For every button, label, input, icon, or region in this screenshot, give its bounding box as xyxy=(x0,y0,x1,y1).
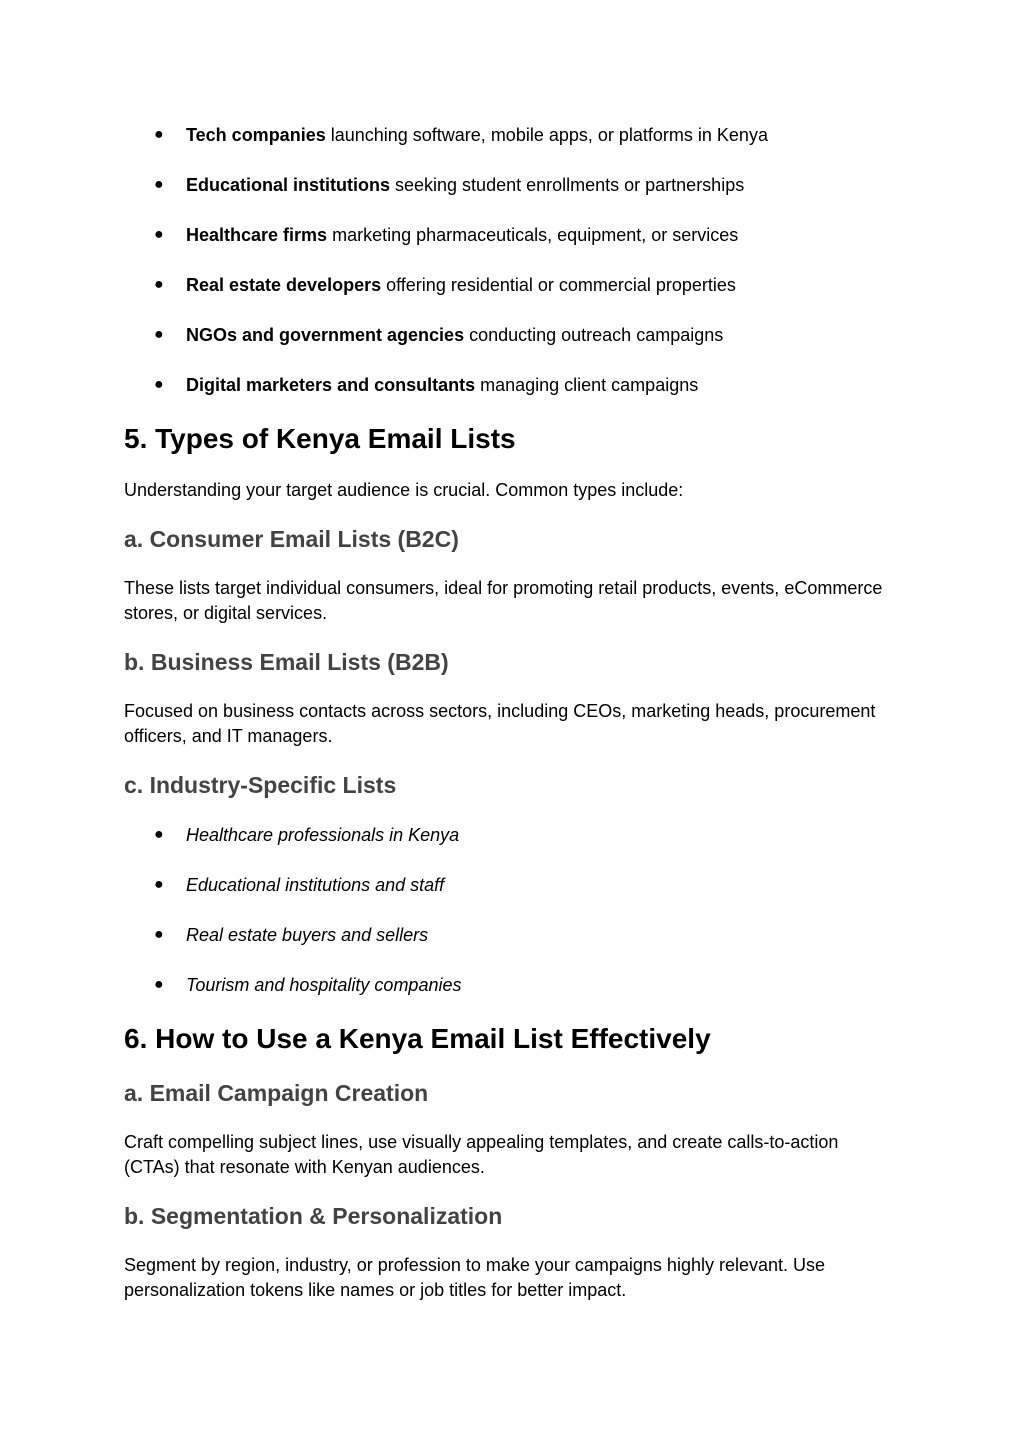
section6b-heading: b. Segmentation & Personalization xyxy=(124,1203,503,1229)
list-item-text: managing client campaigns xyxy=(475,375,699,395)
bullet-icon: ● xyxy=(154,126,164,143)
list-item-bold: Digital marketers and consultants xyxy=(186,375,476,395)
list-item xyxy=(124,224,768,246)
list-item-bold: Educational institutions xyxy=(186,175,391,195)
section5b-heading: b. Business Email Lists (B2B) xyxy=(124,649,449,675)
section6-heading: 6. How to Use a Kenya Email List Effectively xyxy=(124,1023,711,1054)
audience-list xyxy=(124,124,768,396)
section5b-body: Focused on business contacts across sectors, including CEOs, marketing heads, procurement officers, and IT managers. xyxy=(124,701,876,746)
list-item-text: marketing pharmaceuticals, equipment, or services xyxy=(327,225,739,245)
bullet-icon: ● xyxy=(154,326,164,343)
section5-intro: Understanding your target audience is crucial. Common types include: xyxy=(124,480,684,500)
bullet-icon: ● xyxy=(154,176,164,193)
list-item-text: Tourism and hospitality companies xyxy=(186,975,462,995)
bullet-icon: ● xyxy=(154,376,164,393)
section5-heading: 5. Types of Kenya Email Lists xyxy=(124,423,516,454)
bullet-icon: ● xyxy=(154,876,164,893)
section5a-body: These lists target individual consumers, ideal for promoting retail products, events, eCommerce stores, or digital services. xyxy=(124,578,883,623)
list-item-text: offering residential or commercial properties xyxy=(381,275,736,295)
list-item xyxy=(124,124,768,146)
list-item-text: Real estate buyers and sellers xyxy=(186,925,429,945)
list-item xyxy=(124,974,461,996)
bullet-icon: ● xyxy=(154,926,164,943)
list-item-text: launching software, mobile apps, or platforms in Kenya xyxy=(325,125,768,145)
list-item-bold: Tech companies xyxy=(186,125,326,145)
list-item-text: Educational institutions and staff xyxy=(186,875,445,895)
bullet-icon: ● xyxy=(154,826,164,843)
list-item xyxy=(124,274,768,296)
section6a-body: Craft compelling subject lines, use visually appealing templates, and create calls-to-action (CTAs) that resonate with Kenyan audiences. xyxy=(124,1132,839,1177)
list-item-bold: Real estate developers xyxy=(186,275,382,295)
list-item xyxy=(124,874,461,896)
industry-list xyxy=(124,824,461,996)
list-item-bold: Healthcare firms xyxy=(186,225,328,245)
list-item xyxy=(124,824,461,846)
list-item-text: seeking student enrollments or partnerships xyxy=(390,175,745,195)
list-item xyxy=(124,374,768,396)
list-item xyxy=(124,324,768,346)
bullet-icon: ● xyxy=(154,976,164,993)
list-item-text: conducting outreach campaigns xyxy=(464,325,724,345)
bullet-icon: ● xyxy=(154,276,164,293)
section5c-heading: c. Industry-Specific Lists xyxy=(124,772,397,798)
list-item xyxy=(124,174,768,196)
list-item-bold: NGOs and government agencies xyxy=(186,325,465,345)
list-item-text: Healthcare professionals in Kenya xyxy=(186,825,460,845)
section6a-heading: a. Email Campaign Creation xyxy=(124,1080,429,1106)
bullet-icon: ● xyxy=(154,226,164,243)
section6b-body: Segment by region, industry, or profession to make your campaigns highly relevant. Use personalization tokens like names or job titles for better impact. xyxy=(124,1255,826,1300)
section5a-heading: a. Consumer Email Lists (B2C) xyxy=(124,526,459,552)
list-item xyxy=(124,924,461,946)
